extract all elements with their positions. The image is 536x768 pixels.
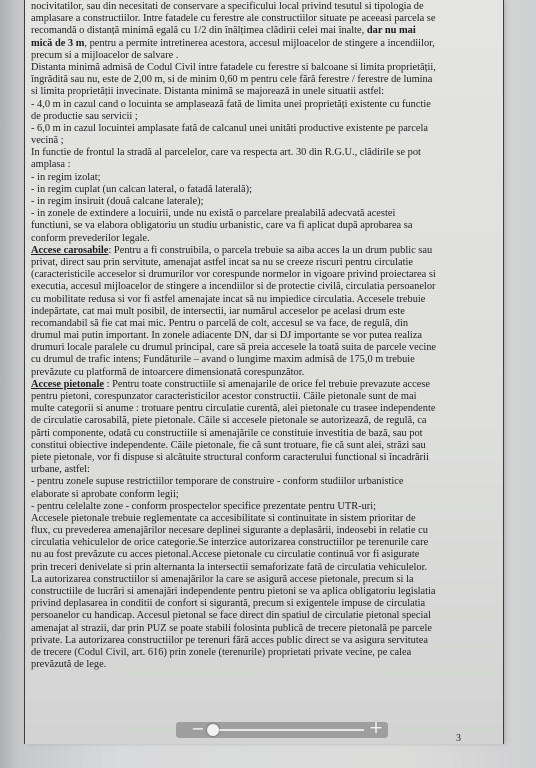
- text-line: [31, 147, 499, 159]
- emphasized-text: mică de 3 m: [31, 37, 85, 49]
- text-run: constitui obiective independente. Căile pietonale, fie că sunt trotuare, fie că sunt alei, străzi sau: [31, 439, 426, 451]
- text-run: elaborate si aprobate conform legii;: [31, 488, 179, 500]
- text-run: flux, cu prevederea amenajărilor necesare deplinei sigurante a deplasării, indeosebi in relatie cu: [31, 525, 428, 537]
- text-run: - in regim izolat;: [31, 171, 101, 183]
- text-line: [31, 294, 499, 306]
- text-line: [31, 415, 499, 427]
- text-line: [31, 549, 499, 561]
- text-line: [31, 537, 499, 549]
- text-line: [31, 574, 499, 586]
- text-line: [31, 62, 499, 74]
- text-run: multe categorii si anume : trotuare pentru circulatie curentă, alei pietonale cu trasee independente: [31, 403, 436, 415]
- text-line: [31, 220, 499, 232]
- text-line: [31, 635, 499, 647]
- text-line: [31, 440, 499, 452]
- text-line: [31, 489, 499, 501]
- text-line: [31, 159, 499, 171]
- text-run: drumul mai putin important. In zonele adiacente DN, dar si DJ importante se vor putea realiza: [31, 330, 422, 342]
- text-line: [31, 269, 499, 281]
- text-run: privind deplasarea in conditii de confort si sigurantă, precum si exigentele impuse de circulatia: [31, 598, 426, 610]
- zoom-slider-track[interactable]: [214, 729, 364, 731]
- text-line: [31, 318, 499, 330]
- text-run: - in regim insiruit (două calcane laterale);: [31, 196, 204, 207]
- text-line: [31, 50, 499, 62]
- text-run: private. La autorizarea constructiilor pe terenuri fără acces public direct se va asigura servitutea: [31, 634, 428, 646]
- text-line: [31, 257, 499, 269]
- text-line: [31, 647, 499, 659]
- text-line: [31, 38, 499, 50]
- text-run: pentru pietoni, corespunzator caracteristicilor acestor constructii. Căile pietonale sunt de mai: [31, 391, 417, 402]
- text-run: părti componente, odată cu constructiile si amenajările ce constituie investitia de bază, sau pot: [31, 427, 423, 439]
- text-line: [31, 623, 499, 635]
- text-line: [31, 379, 499, 391]
- text-line: [31, 13, 499, 25]
- text-run: persoanelor cu handicap. Accesul pietonal se face direct din spatiul de circulatie pietonal special: [31, 610, 431, 622]
- text-line: [31, 464, 499, 476]
- text-line: [31, 354, 499, 366]
- text-line: [31, 391, 499, 403]
- text-line: [31, 513, 499, 525]
- text-run: functiuni, se va elabora obligatoriu un studiu urbanistic, care va fi aplicat după aprobarea sa: [31, 220, 413, 232]
- text-run: executia, accesul mijloacelor de stingere a incendiilor si de protectie civilă, circulatia persoanelor: [31, 281, 436, 293]
- text-run: : Pentru a fi construibila, o parcela trebuie sa aiba acces la un drum public sau: [108, 244, 433, 256]
- text-run: recomandabil să fie cat mai mic. Pentru o parcelă de colt, accesul se va face, de regulă, din: [31, 317, 409, 329]
- text-run: Accesele pietonale trebuie reglementate ca accesibilitate si continuitate in sistem prioritar de: [31, 512, 416, 524]
- text-run: - in regim cuplat (un calcan lateral, o fatadă laterală);: [31, 183, 252, 195]
- text-line: [31, 476, 499, 488]
- text-line: [31, 562, 499, 574]
- text-run: prevăzută de lege.: [31, 659, 107, 671]
- text-run: drumuri locale paralele cu drumul principal, care să preia accesele la toată suita de parcele vecine: [31, 342, 437, 354]
- text-line: [31, 123, 499, 135]
- text-run: amenajat al strazii, dar prin PUZ se poate stabili folosinta publică de trecere pietonală pe parcele: [31, 622, 433, 634]
- zoom-out-button[interactable]: −: [191, 719, 205, 738]
- text-line: [31, 245, 499, 257]
- document-page: [24, 0, 504, 744]
- text-line: [31, 1, 499, 13]
- text-run: piete pietonale, vor fi dispuse si alcătuite structural conform caracterului functional si încadrării: [31, 451, 429, 463]
- text-line: [31, 25, 499, 37]
- text-line: [31, 233, 499, 245]
- text-run: constructiile de lucrări si amenajări independente pentru pietoni se va aplica obligatoriu legislatia: [31, 586, 436, 597]
- text-line: [31, 367, 499, 379]
- text-line: [31, 586, 499, 598]
- text-run: prin treceri denivelate si prin alternanta la intersectii semaforizate fată de circulatia vehiculelor.: [31, 561, 428, 573]
- text-run: cu mobilitate redusa si vor fi astfel amenajate incat să nu impiedice circulatia. Accesele trebuie: [31, 293, 426, 305]
- text-line: [31, 74, 499, 86]
- text-run: La autorizarea constructiilor si amenajărilor la care se asigură accese pietonale, precum si la: [31, 573, 414, 585]
- text-line: [31, 598, 499, 610]
- text-run: prevăzute cu platformă de intoarcere dimensionată corespunzător.: [31, 366, 305, 378]
- text-run: - 4,0 m in cazul cand o locuinta se amplasează fată de limita unei proprietăți existente cu functie: [31, 98, 431, 110]
- text-run: amplasa :: [31, 159, 71, 171]
- text-run: - pentru celelalte zone - conform prospectelor specifice prezentate pentru UTR-uri;: [31, 500, 377, 512]
- text-line: [31, 452, 499, 464]
- text-line: [31, 659, 499, 671]
- text-run: si limita proprietății invecinate. Distanta minimă se majorează in unele situatii astfel:: [31, 86, 385, 98]
- text-run: - 6,0 m in cazul locuintei amplasate fată de calcanul unei unităti productive existente pe parcela: [31, 122, 428, 134]
- text-line: [31, 196, 499, 208]
- text-run: privat, direct sau prin servitute, amenajat astfel incat sa nu se creeze riscuri pentru circulatie: [31, 256, 413, 268]
- zoom-in-button[interactable]: +: [368, 718, 384, 738]
- text-run: nu au fost prevăzute cu acces pietonal.Accese pietonale cu circulatie continuă vor fi asigurate: [31, 549, 420, 561]
- text-line: [31, 281, 499, 293]
- text-line: [31, 330, 499, 342]
- text-run: conform prevederilor legale.: [31, 232, 150, 244]
- document-body: [31, 1, 499, 671]
- zoom-slider-handle[interactable]: [207, 724, 219, 736]
- text-line: [31, 610, 499, 622]
- text-run: amplasare a constructiilor. Intre fatadele cu ferestre ale constructiilor situate pe aceeasi parcela se: [31, 13, 436, 25]
- text-run: urbane, astfel:: [31, 464, 90, 476]
- text-line: [31, 501, 499, 513]
- text-run: - pentru zonele supuse restrictiilor temporare de construire - conform studiilor urbanistice: [31, 476, 404, 488]
- emphasized-text: Accese pietonale: [31, 378, 104, 390]
- text-run: : Pentru toate constructiile si amenajarile de orice fel trebuie prevazute accese: [104, 378, 430, 390]
- emphasized-text: Accese carosabile: [31, 244, 109, 256]
- text-run: vecină ;: [31, 135, 64, 147]
- text-line: [31, 525, 499, 537]
- text-run: (caracteristicile acceselor si drumurilor vor corespunde normelor in vigoare privind proiectarea si: [31, 269, 436, 281]
- emphasized-text: dar nu mai: [366, 25, 416, 37]
- text-line: [31, 208, 499, 220]
- text-run: precum si a mijloacelor de salvare .: [31, 49, 179, 61]
- text-run: In functie de frontul la stradă al parcelelor, care va respecta art. 30 din R.G.U., clădirile se pot: [31, 147, 421, 159]
- text-line: [31, 428, 499, 440]
- text-run: de circulatie carosabilă, piete pietonale. Căile si accesele pietonale se autorizează, de regulă, ca: [31, 415, 427, 427]
- text-run: indepărtate, cat mai mult posibil, de intersectii, iar numărul acceselor pe acelasi drum este: [31, 305, 405, 317]
- text-run: de trecere (Codul Civil, art. 616) prin zonele (terenurile) proprietati private vecine, pe calea: [31, 646, 412, 658]
- text-line: [31, 342, 499, 354]
- text-run: nocivitatilor, sau din necesitati de conservare a specificului local privind tesutul si tipologia de: [31, 1, 424, 12]
- text-run: - in zonele de extindere a locuirii, unde nu există o parcelare prealabilă adecvată acestei: [31, 208, 396, 220]
- text-run: recomandă o distanță minimă egală cu 1/2 din înălțimea clădirii celei mai înalte,: [31, 25, 367, 37]
- text-run: , pentru a permite intretinerea acestora, accesul mijloacelor de stingere a incendiilor,: [84, 37, 435, 49]
- page-number: 3: [456, 733, 461, 744]
- text-run: cu drumul de trafic intens; Fundăturile – avand o lungime maxim admisă de 175,0 m trebuie: [31, 354, 415, 366]
- text-run: îngrădită sau nu, este de 2,00 m, si de minim 0,60 m pentru cele fără ferestre / ferestre de lumina: [31, 74, 433, 86]
- text-line: [31, 403, 499, 415]
- text-line: [31, 86, 499, 98]
- text-line: [31, 184, 499, 196]
- text-run: de productie sau servicii ;: [31, 110, 138, 122]
- text-line: [31, 99, 499, 111]
- text-run: circulatia vehiculelor de orice categorie.Se interzice autorizarea constructiilor pe terenurile care: [31, 537, 429, 549]
- text-line: [31, 111, 499, 123]
- text-run: Distanta minimă admisă de Codul Civil intre fatadele cu ferestre si balcoane si limita proprietății,: [31, 61, 436, 73]
- text-line: [31, 306, 499, 318]
- text-line: [31, 172, 499, 184]
- text-line: [31, 135, 499, 147]
